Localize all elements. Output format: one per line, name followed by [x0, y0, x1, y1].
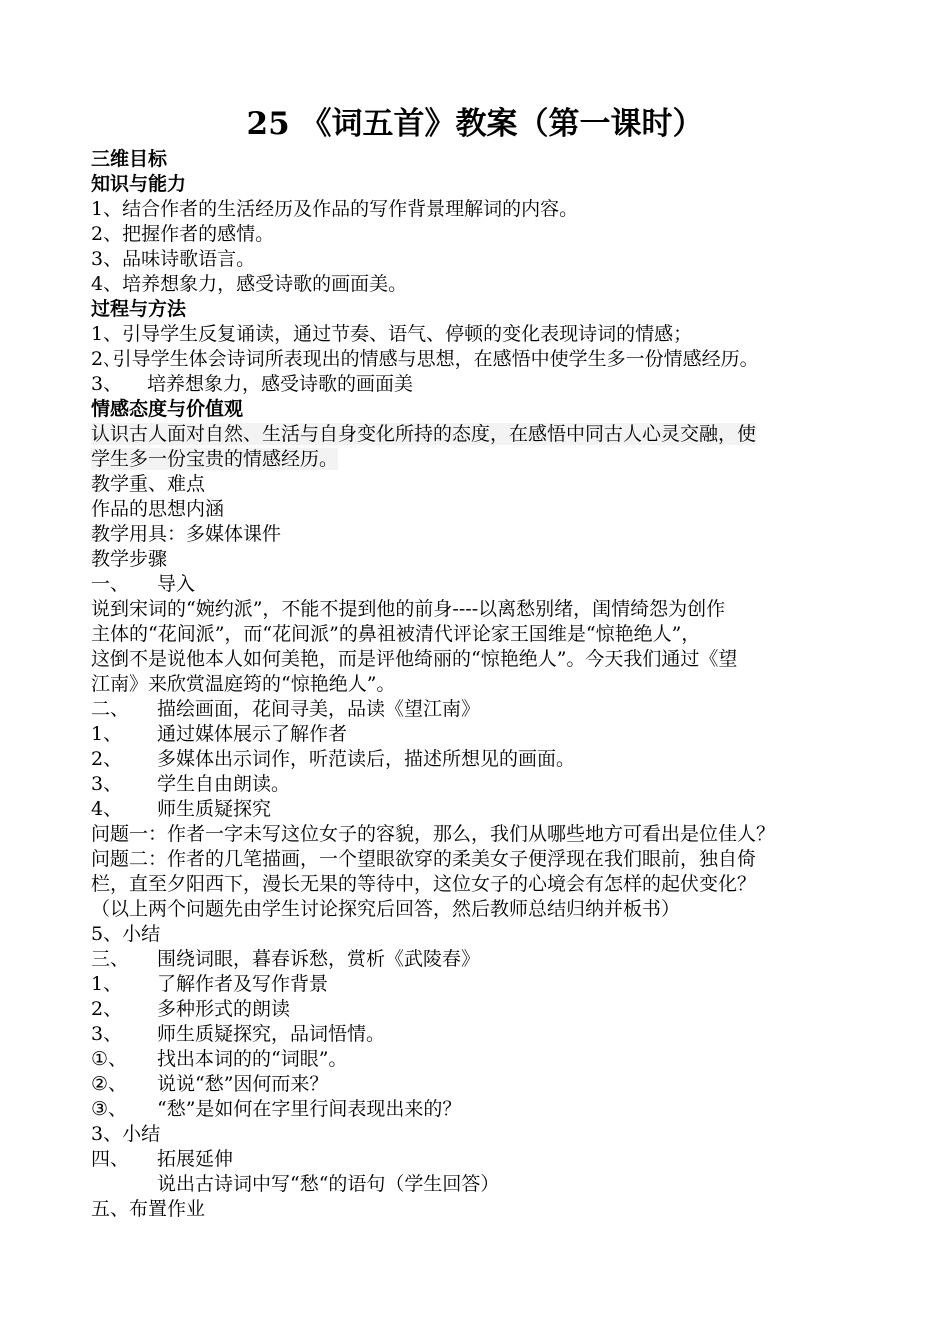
document-body: [91, 147, 871, 1222]
process-item: 2､引导学生体会诗词所表现出的情感与思想，在感悟中使学生多一份情感经历。: [91, 348, 759, 370]
key-points: 作品的思想内涵: [91, 498, 225, 520]
step-heading: [91, 1147, 871, 1172]
list-item: ③、 “愁”是如何在字里行间表现出来的？: [91, 1098, 462, 1120]
emotion-heading: 情感态度与价值观: [91, 398, 244, 420]
note: （以上两个问题先由学生讨论探究后回答，然后教师总结归纳并板书）: [91, 898, 681, 920]
list-item: 1、 通过媒体展示了解作者: [91, 723, 348, 745]
list-item: 4、 师生质疑探究: [91, 798, 272, 820]
list-item: 2、 多种形式的朗读: [91, 998, 291, 1020]
step-label: 拓展延伸: [157, 1148, 234, 1170]
process-heading: 过程与方法: [91, 298, 187, 320]
teaching-tools: 教学用具：多媒体课件: [91, 523, 282, 545]
step-detail: 说出古诗词中写“愁“的语句（学生回答）: [157, 1173, 500, 1195]
paragraph-line: 这倒不是说他本人如何美艳，而是评他绮丽的“惊艳绝人”。今天我们通过《望: [91, 648, 738, 670]
steps-heading: 教学步骤: [91, 548, 168, 570]
document-title: 25 《词五首》教案（第一课时）: [246, 106, 704, 142]
key-points-heading: 教学重、难点: [91, 473, 206, 495]
step-number: 一、: [91, 573, 130, 595]
list-item: ②、 说说“愁”因何而来？: [91, 1073, 329, 1095]
knowledge-item: 2、把握作者的感情。: [91, 223, 275, 245]
question-two: 问题二：作者的几笔描画，一个望眼欲穿的柔美女子便浮现在我们眼前，独自倚: [91, 848, 757, 870]
knowledge-item: 3、品味诗歌语言。: [91, 248, 256, 270]
step-heading: [91, 947, 871, 972]
question-two: 栏，直至夕阳西下，漫长无果的等待中，这位女子的心境会有怎样的起伏变化？: [91, 873, 757, 895]
emotion-text: 认识古人面对自然、生活与自身变化所持的态度，在感悟中同古人心灵交融，使: [91, 423, 757, 445]
process-item: [91, 372, 871, 397]
list-item: 1、 了解作者及写作背景: [91, 973, 329, 995]
paragraph-line: 江南》来欣赏温庭筠的“惊艳绝人”。: [91, 673, 396, 695]
emotion-text: 学生多一份宝贵的情感经历。: [91, 448, 339, 470]
process-item: 1、引导学生反复诵读，通过节奏、语气、停顿的变化表现诗词的情感；: [91, 323, 693, 345]
list-item: 3、 师生质疑探究，品词悟情。: [91, 1023, 386, 1045]
step-label: 导入: [157, 573, 196, 595]
summary: 3、小结: [91, 1123, 161, 1145]
step-label: 围绕词眼，暮春诉愁，赏析《武陵春》: [157, 948, 481, 970]
item-text: 培养想象力，感受诗歌的画面美: [147, 373, 414, 395]
knowledge-heading: 知识与能力: [91, 173, 187, 195]
knowledge-item: 4、培养想象力，感受诗歌的画面美。: [91, 273, 408, 295]
step-number: 三、: [91, 948, 130, 970]
item-number: 3、: [91, 373, 123, 395]
list-item: 3、 学生自由朗读。: [91, 773, 291, 795]
step-number: 四、: [91, 1148, 130, 1170]
step-heading: [91, 572, 871, 597]
step-heading: [91, 697, 871, 722]
summary: 5、小结: [91, 923, 161, 945]
step-heading: 五、布置作业: [91, 1198, 206, 1220]
step-number: 二、: [91, 698, 130, 720]
list-item: ①、 找出本词的的“词眼”。: [91, 1048, 348, 1070]
question-one: 问题一：作者一字未写这位女子的容貌，那么，我们从哪些地方可看出是位佳人？: [91, 823, 776, 845]
paragraph-line: 说到宋词的“婉约派”，不能不提到他的前身----以离愁别绪，闺情绮怨为创作: [91, 598, 726, 620]
list-item: 2、 多媒体出示词作，听范读后，描述所想见的画面。: [91, 748, 576, 770]
step-label: 描绘画面，花间寻美，品读《望江南》: [157, 698, 481, 720]
paragraph-line: 主体的“花间派”，而“花间派”的鼻祖被清代评论家王国维是“惊艳绝人”，: [91, 623, 701, 645]
knowledge-item: 1、结合作者的生活经历及作品的写作背景理解词的内容。: [91, 198, 579, 220]
objectives-heading: 三维目标: [91, 148, 168, 170]
